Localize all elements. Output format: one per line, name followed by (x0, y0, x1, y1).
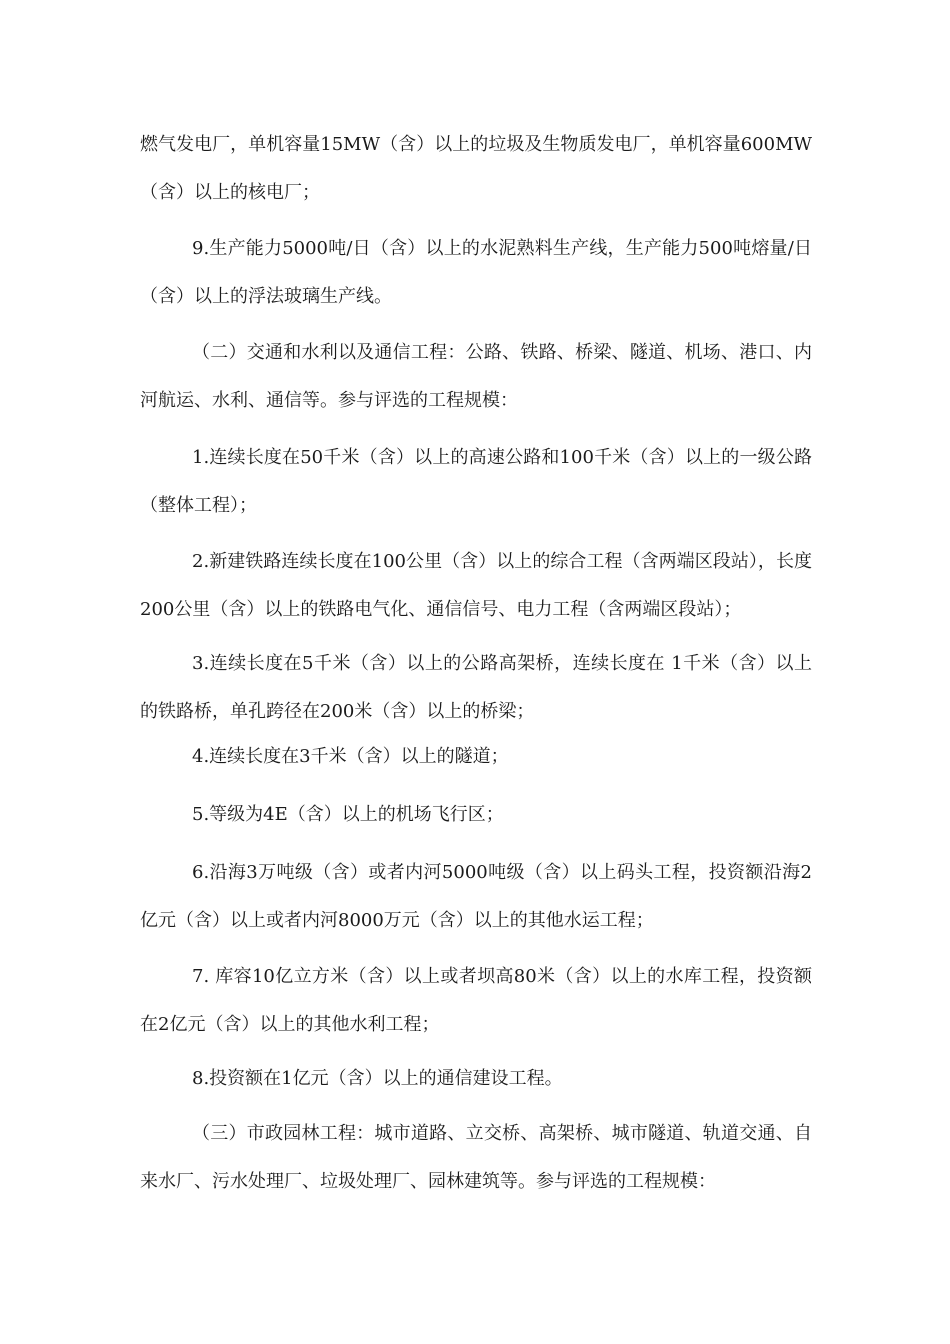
paragraph-item-1: 1.连续长度在50千米（含）以上的高速公路和100千米（含）以上的一级公路（整体工程）； (140, 447, 812, 516)
paragraph-item-9: 9.生产能力5000吨/日（含）以上的水泥熟料生产线，生产能力500吨熔量/日（含）以上的浮法玻璃生产线。 (140, 238, 812, 307)
paragraph-power-plants: 燃气发电厂，单机容量15MW（含）以上的垃圾及生物质发电厂，单机容量600MW（含）以上的核电厂； (140, 134, 812, 203)
paragraph-item-8: 8.投资额在1亿元（含）以上的通信建设工程。 (192, 1068, 563, 1089)
paragraph-item-7: 7. 库容10亿立方米（含）以上或者坝高80米（含）以上的水库工程，投资额在2亿元（含）以上的其他水利工程； (140, 966, 812, 1035)
paragraph-item-5: 5.等级为4E（含）以上的机场飞行区； (192, 804, 504, 825)
paragraph-item-2: 2.新建铁路连续长度在100公里（含）以上的综合工程（含两端区段站），长度200公里（含）以上的铁路电气化、通信信号、电力工程（含两端区段站）； (140, 551, 812, 620)
paragraph-item-3: 3.连续长度在5千米（含）以上的公路高架桥，连续长度在 1千米（含）以上的铁路桥，单孔跨径在200米（含）以上的桥梁； (140, 653, 812, 722)
paragraph-item-6: 6.沿海3万吨级（含）或者内河5000吨级（含）以上码头工程，投资额沿海2亿元（含）以上或者内河8000万元（含）以上的其他水运工程； (140, 862, 812, 931)
paragraph-item-4: 4.连续长度在3千米（含）以上的隧道； (192, 746, 509, 767)
section-heading-2: （二）交通和水利以及通信工程：公路、铁路、桥梁、隧道、机场、港口、内河航运、水利、通信等。参与评选的工程规模： (140, 342, 812, 411)
section-heading-3: （三）市政园林工程：城市道路、立交桥、高架桥、城市隧道、轨道交通、自来水厂、污水处理厂、垃圾处理厂、园林建筑等。参与评选的工程规模： (140, 1123, 812, 1192)
